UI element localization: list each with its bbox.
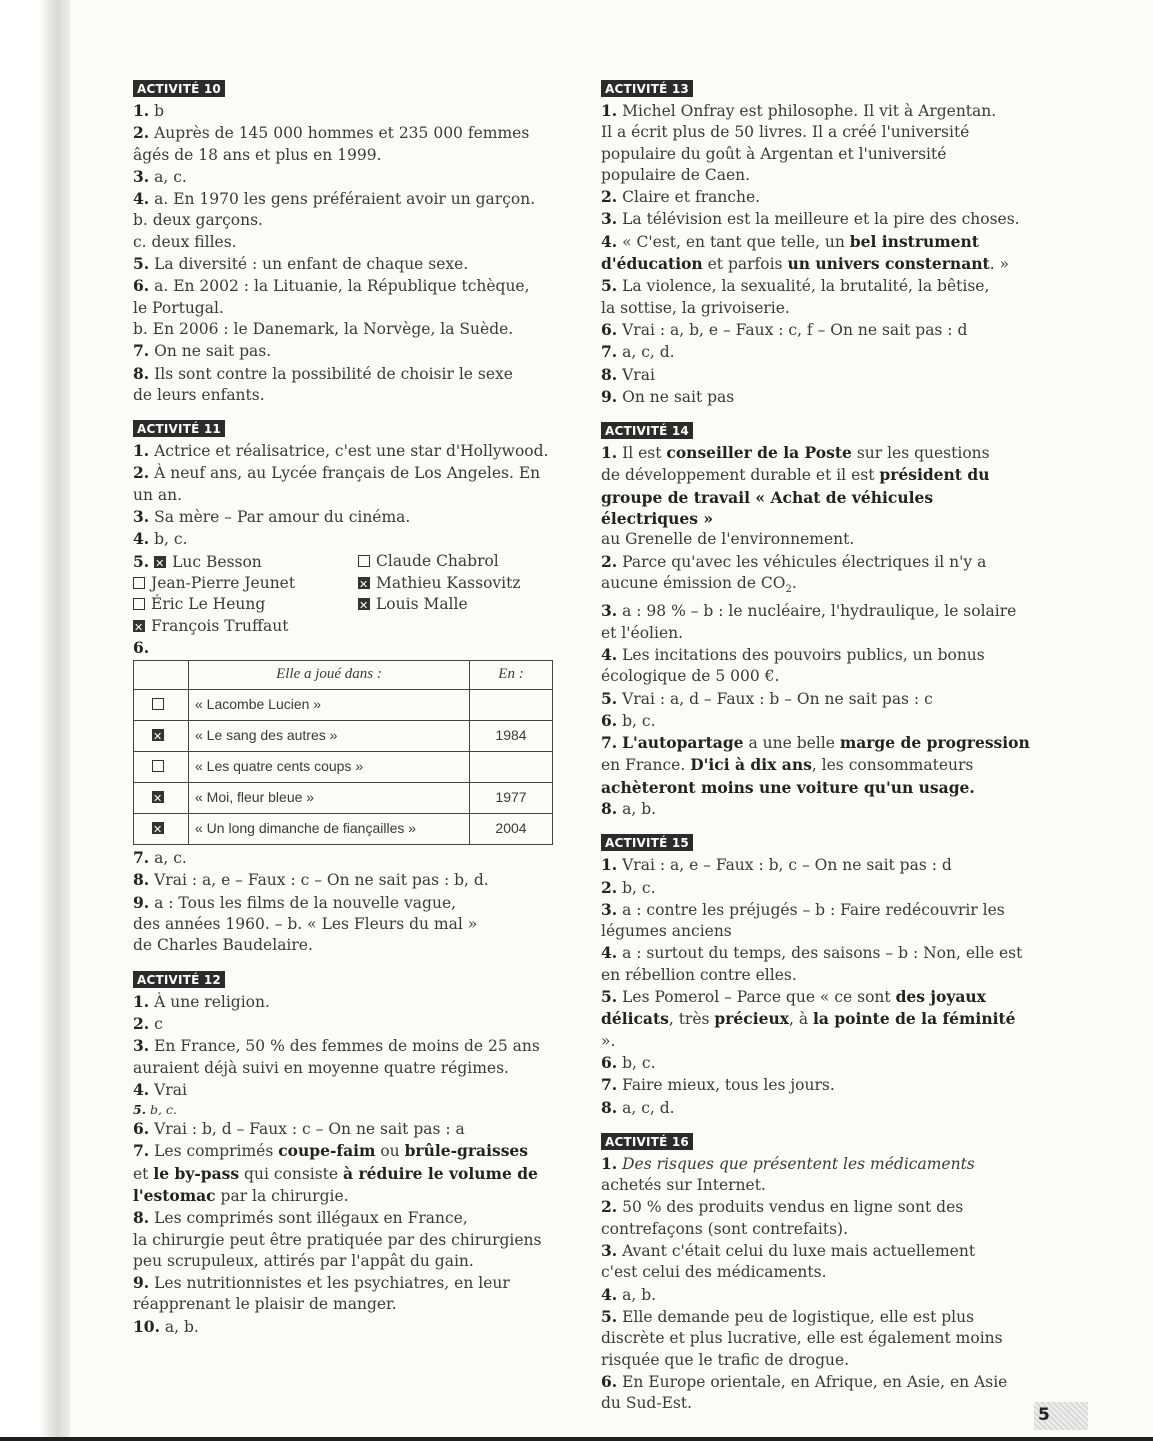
- a12-answer-7c: l'estomac par la chirurgie.: [133, 1185, 349, 1205]
- a15-answer-4: 4. a : surtout du temps, des saisons – b : Non, elle est: [601, 943, 1023, 963]
- empty-checkbox-icon: [133, 577, 145, 589]
- empty-checkbox-icon: [133, 598, 145, 610]
- director-item: ✕ Mathieu Kassovitz: [358, 573, 558, 594]
- a12-answer-9b: réapprenant le plaisir de manger.: [133, 1295, 397, 1314]
- a14-answer-6: 6. b, c.: [601, 710, 656, 730]
- a15-answer-8: 8. a, c, d.: [601, 1097, 675, 1117]
- a14-answer-3b: et l'éolien.: [601, 623, 684, 642]
- table-cell-check: [134, 814, 189, 845]
- a16-answer-6: 6. En Europe orientale, en Afrique, en Asie, en Asie: [601, 1371, 1008, 1391]
- a12-answer-4: 4. Vrai: [133, 1079, 187, 1099]
- director-item: 5. ✕ Luc Besson: [133, 551, 358, 573]
- a16-answer-3b: c'est celui des médicaments.: [601, 1263, 827, 1282]
- a14-answer-7: 7. L'autopartage a une belle marge de progression: [601, 733, 1030, 753]
- a13-answer-2: 2. Claire et franche.: [601, 187, 761, 207]
- filmography-table: [133, 660, 553, 845]
- table-header-blank: [134, 661, 189, 690]
- a13-answer-3: 3. La télévision est la meilleure et la pire des choses.: [601, 209, 1020, 229]
- a16-answer-3: 3. Avant c'était celui du luxe mais actuellement: [601, 1241, 976, 1261]
- a15-answer-4b: en rébellion contre elles.: [601, 965, 797, 984]
- table-cell-check: [134, 783, 189, 814]
- a14-answer-7c: achèteront moins une voiture qu'un usage.: [601, 777, 975, 797]
- a10-answer-5: 5. La diversité : un enfant de chaque sexe.: [133, 254, 469, 274]
- table-header-film: Elle a joué dans :: [189, 661, 470, 690]
- a11-answer-6-label: 6.: [133, 637, 150, 657]
- table-cell-year: [470, 690, 553, 721]
- a15-answer-7: 7. Faire mieux, tous les jours.: [601, 1075, 835, 1095]
- table-cell-check: [134, 752, 189, 783]
- a12-answer-7b: et le by-pass qui consiste à réduire le volume de: [133, 1163, 538, 1183]
- a12-answer-8b: la chirurgie peut être pratiquée par des chirurgiens: [133, 1230, 542, 1249]
- a10-answer-4c: c. deux filles.: [133, 232, 237, 251]
- activity-11-header: ACTIVITÉ 11: [133, 420, 225, 437]
- a11-answer-9-cont: des années 1960. – b. « Les Fleurs du mal »: [133, 915, 478, 934]
- a15-answer-2: 2. b, c.: [601, 877, 656, 897]
- a12-answer-9: 9. Les nutritionnistes et les psychiatres, en leur: [133, 1273, 510, 1293]
- a12-answer-8c: peu scrupuleux, attirés par l'appât du gain.: [133, 1251, 474, 1270]
- a14-answer-1: 1. Il est conseiller de la Poste sur les questions: [601, 443, 990, 463]
- a15-answer-5b: délicats, très précieux, à la pointe de la féminité ».: [601, 1009, 1016, 1050]
- a16-answer-5: 5. Elle demande peu de logistique, elle est plus: [601, 1306, 975, 1326]
- a12-answer-3-cont: auraient déjà suivi en moyenne quatre régimes.: [133, 1058, 509, 1077]
- table-cell-film: « Moi, fleur bleue »: [189, 783, 470, 814]
- a12-answer-2: 2. c: [133, 1013, 163, 1033]
- table-row: [134, 690, 553, 721]
- director-item: Éric Le Heung: [133, 594, 358, 615]
- a11-answer-4: 4. b, c.: [133, 529, 188, 549]
- checked-box-icon: [152, 791, 164, 803]
- a11-answer-2-cont: un an.: [133, 485, 183, 504]
- a14-answer-2: 2. Parce qu'avec les véhicules électriques il n'y a: [601, 551, 987, 571]
- a15-answer-3: 3. a : contre les préjugés – b : Faire redécouvrir les: [601, 899, 1005, 919]
- a11-answer-9: 9. a : Tous les films de la nouvelle vague,: [133, 892, 457, 912]
- a10-answer-2-cont: âgés de 18 ans et plus en 1999.: [133, 145, 382, 164]
- a11-answer-9c: de Charles Baudelaire.: [133, 936, 313, 955]
- a11-answer-3: 3. Sa mère – Par amour du cinéma.: [133, 507, 411, 527]
- director-item: ✕ Louis Malle: [358, 594, 558, 615]
- a13-answer-1: 1. Michel Onfray est philosophe. Il vit à Argentan.: [601, 101, 997, 120]
- director-item: Jean-Pierre Jeunet: [133, 573, 358, 594]
- a13-answer-5: 5. La violence, la sexualité, la brutalité, la bêtise,: [601, 276, 990, 296]
- a13-answer-1c: populaire du goût à Argentan et l'université: [601, 144, 947, 163]
- activity-13-header: ACTIVITÉ 13: [601, 80, 693, 97]
- empty-checkbox-icon: [152, 698, 164, 710]
- a13-answer-9: 9. On ne sait pas: [601, 386, 735, 406]
- a13-answer-1b: Il a écrit plus de 50 livres. Il a créé l'université: [601, 123, 970, 142]
- a16-answer-5c: risquée que le trafic de drogue.: [601, 1350, 850, 1369]
- checked-box-icon: [152, 729, 164, 741]
- table-row: [134, 721, 553, 752]
- a13-answer-6: 6. Vrai : a, b, e – Faux : c, f – On ne sait pas : d: [601, 319, 968, 339]
- table-row: [134, 814, 553, 845]
- a14-answer-3: 3. a : 98 % – b : le nucléaire, l'hydraulique, le solaire: [601, 601, 1017, 621]
- a11-answer-7: 7. a, c.: [133, 848, 187, 868]
- director-item: ✕François Truffaut: [133, 616, 358, 637]
- a13-answer-1d: populaire de Caen.: [601, 165, 751, 184]
- a12-answer-10: 10. a, b.: [133, 1316, 199, 1336]
- activity-16-header: ACTIVITÉ 16: [601, 1133, 693, 1150]
- a10-answer-8-cont: de leurs enfants.: [133, 385, 265, 404]
- activity-15-header: ACTIVITÉ 15: [601, 834, 693, 851]
- table-cell-film: « Les quatre cents coups »: [189, 752, 470, 783]
- a10-answer-4: 4. a. En 1970 les gens préféraient avoir un garçon.: [133, 189, 536, 209]
- left-column: [133, 78, 558, 1338]
- table-cell-check: [134, 690, 189, 721]
- a10-answer-7: 7. On ne sait pas.: [133, 341, 272, 361]
- a15-answer-5: 5. Les Pomerol – Parce que « ce sont des joyaux: [601, 987, 986, 1007]
- a14-answer-1c: groupe de travail « Achat de véhicules électriques »: [601, 487, 934, 529]
- a12-answer-6: 6. Vrai : b, d – Faux : c – On ne sait pas : a: [133, 1119, 465, 1139]
- a14-answer-8: 8. a, b.: [601, 799, 657, 818]
- checked-box-icon: [154, 556, 166, 568]
- page-binding-shadow: [0, 0, 70, 1441]
- a15-answer-6: 6. b, c.: [601, 1052, 656, 1072]
- empty-checkbox-icon: [358, 555, 370, 567]
- empty-checkbox-icon: [152, 760, 164, 772]
- a13-answer-8: 8. Vrai: [601, 364, 655, 384]
- a10-answer-4b: b. deux garçons.: [133, 211, 263, 230]
- table-cell-film: « Un long dimanche de fiançailles »: [189, 814, 470, 845]
- a10-answer-6: 6. a. En 2002 : la Lituanie, la République tchèque,: [133, 276, 530, 296]
- a12-answer-7: 7. Les comprimés coupe-faim ou brûle-graisses: [133, 1141, 529, 1161]
- a13-answer-4b: d'éducation et parfois un univers consternant. »: [601, 254, 1010, 274]
- director-checklist: [133, 551, 558, 637]
- table-header-year: En :: [470, 661, 553, 690]
- a14-answer-1d: au Grenelle de l'environnement.: [601, 530, 855, 549]
- a15-answer-3b: légumes anciens: [601, 922, 732, 941]
- table-row: [134, 783, 553, 814]
- a14-answer-7b: en France. D'ici à dix ans, les consommateurs: [601, 755, 974, 775]
- a15-answer-1: 1. Vrai : a, e – Faux : b, c – On ne sait pas : d: [601, 855, 952, 875]
- checked-box-icon: [358, 598, 370, 610]
- a13-answer-7: 7. a, c, d.: [601, 342, 675, 362]
- a13-answer-4: 4. « C'est, en tant que telle, un bel instrument: [601, 231, 979, 251]
- a12-answer-1: 1. À une religion.: [133, 991, 270, 1011]
- a10-answer-1: 1. b: [133, 101, 165, 120]
- bottom-edge: [0, 1437, 1153, 1441]
- director-item: Claude Chabrol: [358, 551, 558, 573]
- table-cell-year: 1984: [470, 721, 553, 752]
- a16-answer-6b: du Sud-Est.: [601, 1394, 693, 1413]
- page-number: 5: [1038, 1405, 1050, 1425]
- a12-answer-3: 3. En France, 50 % des femmes de moins de 25 ans: [133, 1036, 540, 1056]
- a16-answer-2: 2. 50 % des produits vendus en ligne sont des: [601, 1197, 964, 1217]
- table-cell-film: « Le sang des autres »: [189, 721, 470, 752]
- a16-answer-1b: achetés sur Internet.: [601, 1176, 766, 1195]
- checked-box-icon: [133, 620, 145, 632]
- a14-answer-5: 5. Vrai : a, d – Faux : b – On ne sait pas : c: [601, 688, 933, 708]
- a16-answer-1: 1. Des risques que présentent les médicaments: [601, 1153, 975, 1173]
- a16-answer-2b: contrefaçons (sont contrefaits).: [601, 1219, 849, 1238]
- checked-box-icon: [358, 577, 370, 589]
- table-cell-check: [134, 721, 189, 752]
- a10-answer-8: 8. Ils sont contre la possibilité de choisir le sexe: [133, 363, 513, 383]
- a12-answer-8: 8. Les comprimés sont illégaux en France,: [133, 1208, 468, 1228]
- a12-answer-5: 5. b, c.: [133, 1102, 177, 1118]
- checked-box-icon: [152, 822, 164, 834]
- table-cell-year: 2004: [470, 814, 553, 845]
- a16-answer-4: 4. a, b.: [601, 1284, 657, 1304]
- activity-10-header: ACTIVITÉ 10: [133, 80, 225, 97]
- a11-answer-1: 1. Actrice et réalisatrice, c'est une star d'Hollywood.: [133, 441, 549, 461]
- activity-12-header: ACTIVITÉ 12: [133, 971, 225, 988]
- a10-answer-6-cont: le Portugal.: [133, 298, 224, 317]
- right-column: [601, 78, 1031, 1414]
- a10-answer-3: 3. a, c.: [133, 166, 187, 186]
- table-cell-film: « Lacombe Lucien »: [189, 690, 470, 721]
- a11-answer-2: 2. À neuf ans, au Lycée français de Los Angeles. En: [133, 463, 541, 483]
- a14-answer-1b: de développement durable et il est président du: [601, 465, 990, 485]
- activity-14-header: ACTIVITÉ 14: [601, 422, 693, 439]
- a13-answer-5b: la sottise, la grivoiserie.: [601, 298, 790, 317]
- a14-answer-2b: aucune émission de $CO_2$.: [601, 573, 797, 596]
- table-cell-year: [470, 752, 553, 783]
- a14-answer-4: 4. Les incitations des pouvoirs publics, un bonus: [601, 644, 985, 664]
- a11-answer-8: 8. Vrai : a, e – Faux : c – On ne sait pas : b, d.: [133, 870, 489, 890]
- a14-answer-4b: écologique de 5 000 €.: [601, 667, 780, 686]
- a10-answer-6c: b. En 2006 : le Danemark, la Norvège, la Suède.: [133, 319, 514, 338]
- table-cell-year: 1977: [470, 783, 553, 814]
- a16-answer-5b: discrète et plus lucrative, elle est également moins: [601, 1329, 1003, 1348]
- table-header-row: [134, 661, 553, 690]
- a10-answer-2: 2. Auprès de 145 000 hommes et 235 000 femmes: [133, 123, 530, 143]
- table-row: [134, 752, 553, 783]
